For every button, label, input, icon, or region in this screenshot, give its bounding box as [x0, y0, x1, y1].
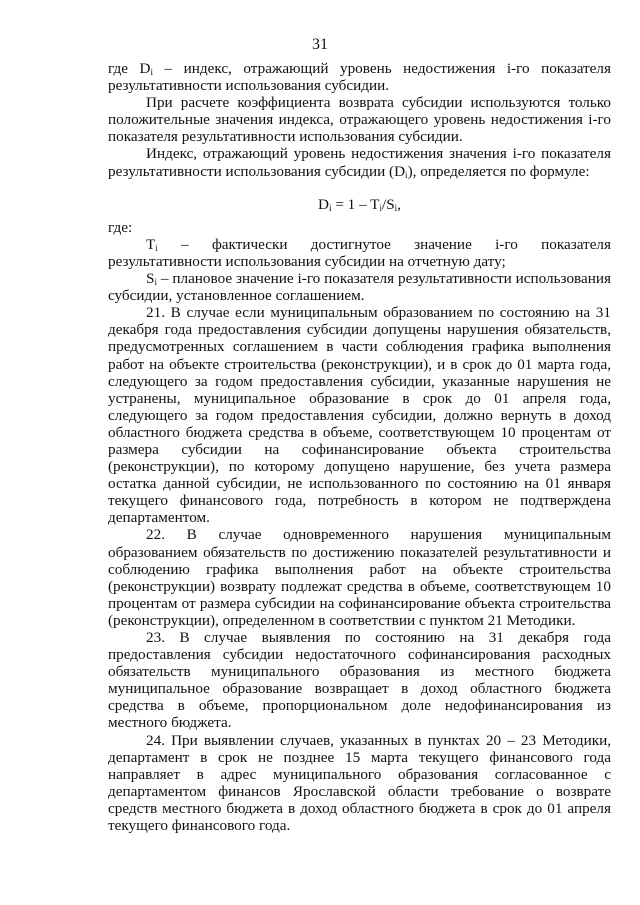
clause-23: 23. В случае выявления по состоянию на 31 декабря года предоставления субсидии недостаточного софинансирования расходных обязательств муниципального образования из местного бюджета муниципальное образование возвращает в доход областного бюджета средства в объеме, пропорциональном доле недофинансирования из местного бюджета. [108, 629, 611, 732]
definition-symbol: S [146, 270, 155, 288]
definition-symbol: T [146, 235, 156, 253]
subscript: i [155, 242, 158, 253]
where-label: где: [108, 218, 133, 236]
formula [108, 196, 611, 213]
formula-symbol: = 1 – T [331, 195, 380, 213]
document-body [108, 60, 611, 834]
subscript: i [154, 277, 157, 288]
definition-s [108, 270, 611, 304]
paragraph-index-intro [108, 145, 611, 179]
text-segment: ), определяется по формуле: [407, 162, 590, 180]
formula-symbol: D [318, 195, 329, 213]
text-segment: где D [108, 60, 151, 77]
text-segment: Индекс, отражающий уровень недостижения значения i-го показателя результативности использования субсидии (D [108, 145, 611, 180]
subscript: i [379, 202, 382, 213]
subscript: i [394, 202, 398, 213]
page-number: 31 [312, 36, 328, 53]
clause-21: 21. В случае если муниципальным образованием по состоянию на 31 декабря года предоставления субсидии допущены нарушения обязательств, предусмотренных соглашением в части соблюдения графика выполнения работ на объекте строительства (реконструкции), и в срок до 01 марта года, следующего за годом предоставления субсидии, указанные нарушения не устранены, муниципальное образование в срок до 01 апреля года, следующего за годом предоставления субсидии, должно вернуть в доход областного бюджета средства в объеме, соответствующем 10 процентам от размера субсидии на софинансирование объекта строительства (реконструкции), по которому допущено нарушение, без учета размера остатка данной субсидии, не использованного по состоянию на 01 января текущего финансового года, потребность в котором не подтверждена департаментом. [108, 304, 611, 527]
formula-symbol: /S [381, 195, 395, 213]
clause-22: 22. В случае одновременного нарушения муниципальным образованием обязательств по достижению показателей результативности и соблюдению графика выполнения работ на объекте строительства (реконструкции) возврату подлежат средства в объеме, соответствующем 10 процентам от размера субсидии на софинансирование объекта строительства (реконструкции), определенном в соответствии с пунктом 21 Методики. [108, 526, 611, 629]
text-segment: – индекс, отражающий уровень недостижения i-го показателя результативности использования субсидии. [108, 60, 611, 95]
definition-t [108, 236, 611, 270]
subscript: i [405, 169, 408, 180]
formula-symbol: , [397, 195, 401, 213]
definition-text: – плановое значение i-го показателя результативности использования субсидии, установленное соглашением. [108, 270, 611, 305]
clause-24: 24. При выявлении случаев, указанных в пунктах 20 – 23 Методики, департамент в срок не позднее 15 марта текущего финансового года направляет в адрес муниципального образования согласованное с департаментом финансов Ярославской области требование о возврате средств местного бюджета в доход областного бюджета в срок до 01 апреля текущего финансового года. [108, 731, 611, 835]
definition-text: – фактически достигнутое значение i-го показателя результативности использования субсидии на отчетную дату; [108, 235, 611, 270]
subscript: i [329, 202, 332, 213]
subscript: i [150, 67, 153, 77]
paragraph-di-definition [108, 60, 611, 94]
paragraph-coefficient: При расчете коэффициента возврата субсидии используются только положительные значения индекса, отражающего уровень недостижения i-го показателя результативности использования субсидии. [108, 94, 611, 146]
